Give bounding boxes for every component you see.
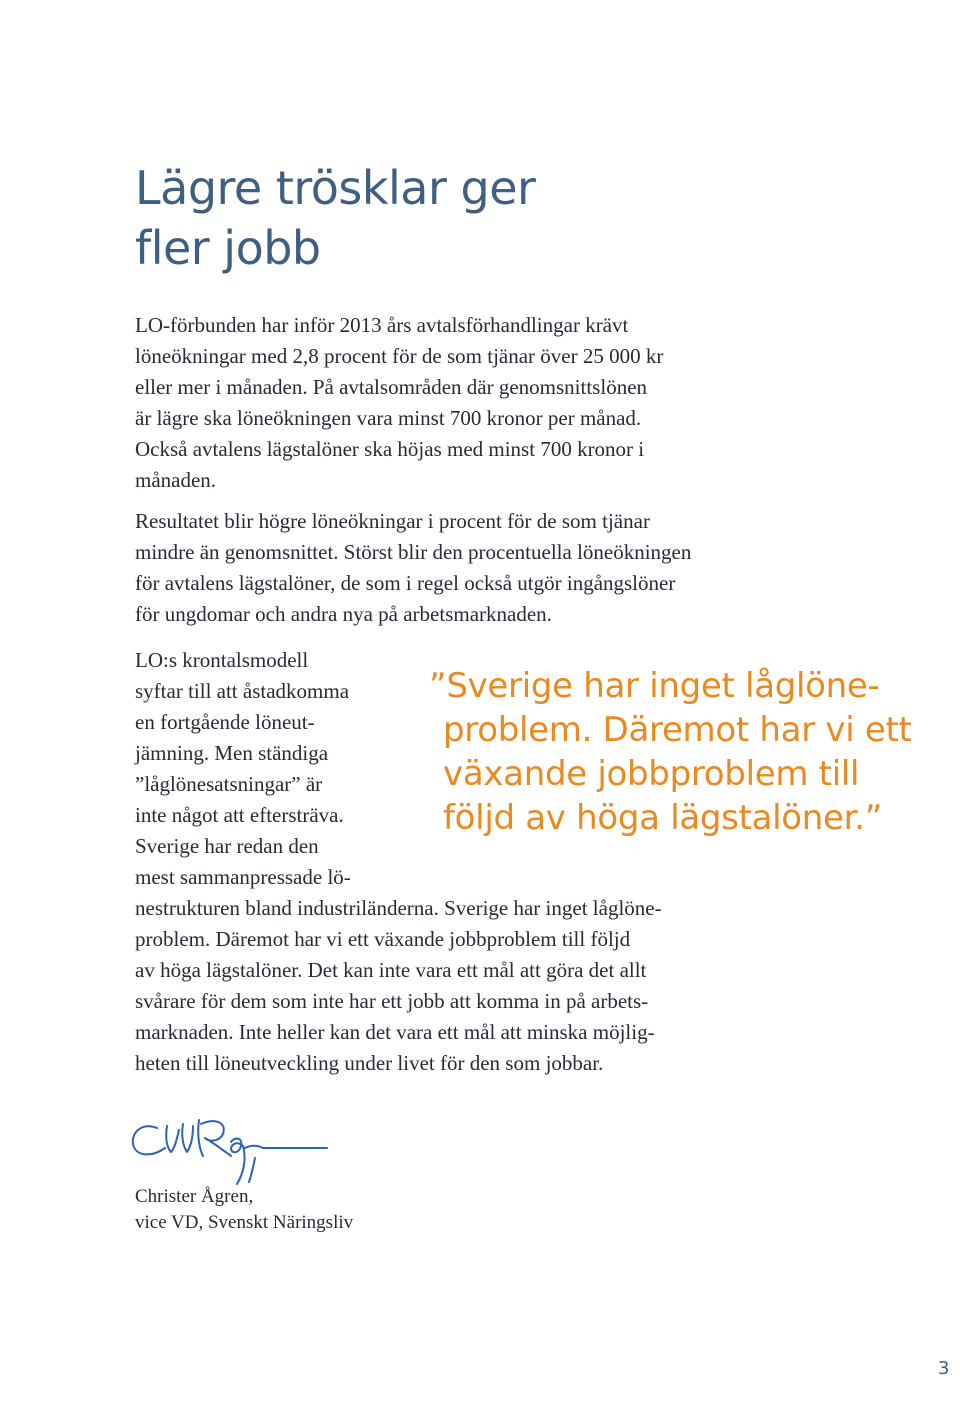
handwritten-signature [127, 1112, 337, 1190]
text-line: mindre än genomsnittet. Störst blir den procentuella löneökningen [135, 540, 692, 564]
text-line: Resultatet blir högre löneökningar i procent för de som tjänar [135, 509, 650, 533]
pull-quote [429, 664, 943, 840]
signature-block [135, 1184, 353, 1236]
pull-quote-line: ”Sverige har inget låglöne- [429, 666, 880, 706]
signatory-role: vice VD, Svenskt Näringsliv [135, 1212, 354, 1233]
text-line: heten till löneutveckling under livet för den som jobbar. [135, 1051, 604, 1075]
text-line: Också avtalens lägstalöner ska höjas med minst 700 kronor i [135, 437, 645, 461]
text-line: problem. Däremot har vi ett växande jobbproblem till följd [135, 927, 631, 951]
pull-quote-line: växande jobbproblem till [443, 754, 860, 794]
text-line: svårare för dem som inte har ett jobb att komma in på arbets- [135, 989, 649, 1013]
text-line: ”låglönesatsningar” är [135, 772, 323, 796]
text-line: jämning. Men ständiga [135, 741, 329, 765]
text-line: löneökningar med 2,8 procent för de som tjänar över 25 000 kr [135, 344, 664, 368]
text-line: Sverige har redan den [135, 834, 319, 858]
text-line: är lägre ska löneökningen vara minst 700 kronor per månad. [135, 406, 642, 430]
intro-paragraph [135, 310, 795, 496]
page-title [135, 158, 535, 278]
title-line-2: fler jobb [135, 221, 321, 275]
text-line: inte något att eftersträva. [135, 803, 344, 827]
text-line: eller mer i månaden. På avtalsområden där genomsnittslönen [135, 375, 648, 399]
text-line: LO-förbunden har inför 2013 års avtalsförhandlingar krävt [135, 313, 629, 337]
pull-quote-line: problem. Däremot har vi ett [443, 710, 912, 750]
page-number: 3 [938, 1358, 950, 1379]
title-line-1: Lägre trösklar ger [135, 161, 536, 215]
text-line: för ungdomar och andra nya på arbetsmarknaden. [135, 602, 552, 626]
text-line: mest sammanpressade lö- [135, 865, 351, 889]
text-line: syftar till att åstadkomma [135, 679, 350, 703]
pull-quote-line: följd av höga lägstalöner.” [443, 798, 883, 838]
text-line: månaden. [135, 468, 217, 492]
text-line: för avtalens lägstalöner, de som i regel också utgör ingångslöner [135, 571, 676, 595]
text-line: en fortgående löneut- [135, 710, 315, 734]
signatory-name: Christer Ågren, [135, 1186, 254, 1207]
result-paragraph [135, 506, 825, 630]
text-line: av höga lägstalöner. Det kan inte vara ett mål att göra det allt [135, 958, 647, 982]
text-line: nestrukturen bland industriländerna. Sverige har inget låglöne- [135, 896, 662, 920]
text-line: marknaden. Inte heller kan det vara ett mål att minska möjlig- [135, 1020, 655, 1044]
text-line: LO:s krontalsmodell [135, 648, 309, 672]
